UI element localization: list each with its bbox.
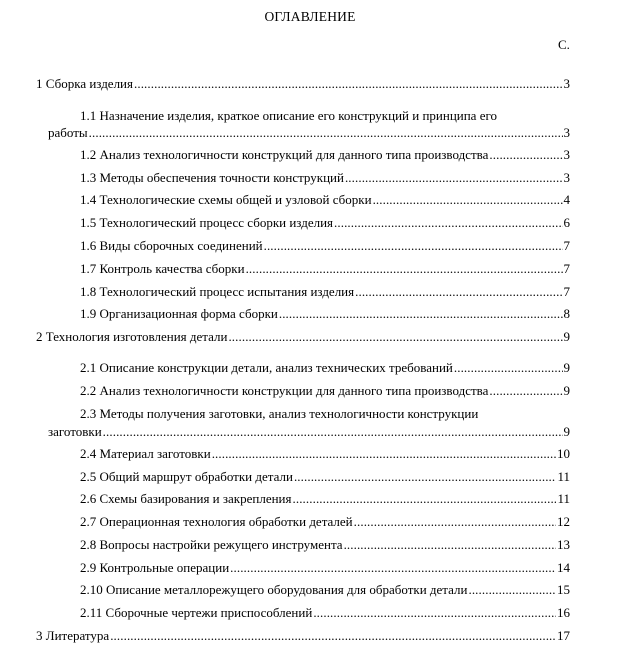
toc-entry-text: 2.5 Общий маршрут обработки детали [80,469,293,484]
dot-leader [103,424,563,440]
dot-leader [294,469,557,485]
toc-entry-text: 2.6 Схемы базирования и закрепления [80,491,292,506]
toc-page-number: 17 [557,628,570,643]
toc-page-number: 14 [557,560,570,575]
toc-page-number: 4 [563,192,570,207]
toc-page-number: 12 [557,514,570,529]
toc-page-number: 10 [557,446,570,461]
toc-page-number: 13 [557,537,570,552]
toc-entry-text: 2.3 Методы получения заготовки, анализ технологичности конструкции [80,406,479,421]
toc-page-number: 7 [563,261,570,276]
toc-entry[interactable] [80,514,570,530]
toc-entry-text: 2 Технология изготовления детали [36,329,228,344]
toc-entry[interactable] [80,147,570,163]
toc-page-number: 9 [563,424,570,439]
toc-page-number: 7 [563,284,570,299]
toc-page-number: 8 [563,306,570,321]
dot-leader [212,446,556,462]
dot-leader [230,560,556,576]
toc-entry-text: 1.6 Виды сборочных соединений [80,238,263,253]
toc-entry-text: 1.5 Технологический процесс сборки изделия [80,215,334,230]
toc-entry[interactable] [36,628,570,644]
toc-entry[interactable] [36,329,570,345]
dot-leader [334,215,562,231]
toc-entry-text: 1.8 Технологический процесс испытания изделия [80,284,355,299]
toc-entry-text: 1.9 Организационная форма сборки [80,306,278,321]
dot-leader [454,360,563,376]
page-title: ОГЛАВЛЕНИЕ [264,9,356,24]
toc-page-number: 3 [563,170,570,185]
dot-leader [489,147,562,163]
toc-entry-text: 2.8 Вопросы настройки режущего инструмента [80,537,343,552]
dot-leader [110,628,556,644]
toc-entry[interactable] [80,537,570,553]
dot-leader [468,582,556,598]
toc-entry-text: 1.2 Анализ технологичности конструкций для данного типа производства [80,147,489,162]
dot-leader [228,329,562,345]
toc-entry[interactable] [80,605,570,621]
dot-leader [293,491,557,507]
dot-leader [246,261,563,277]
toc-page-number: 3 [563,147,570,162]
toc-entry[interactable] [80,192,570,208]
dot-leader [489,383,562,399]
toc-entry-text: 2.1 Описание конструкции детали, анализ технических требований [80,360,453,375]
dot-leader [355,284,562,300]
toc-entry-text: 1.4 Технологические схемы общей и узловой сборки [80,192,372,207]
toc-entry-text: 3 Литература [36,628,110,643]
toc-entry-text: 1 Сборка изделия [36,76,133,91]
toc-entry-text: 2.11 Сборочные чертежи приспособлений [80,605,313,620]
toc-page-number: 11 [557,491,570,506]
dot-leader [345,170,563,186]
toc-entry-text: заготовки [48,424,102,439]
toc-page-number: 7 [563,238,570,253]
dot-leader [344,537,556,553]
toc-entry[interactable] [80,560,570,576]
toc-entry[interactable] [80,491,570,507]
toc-entry-text: 1.1 Назначение изделия, краткое описание его конструкций и принципа его [80,108,497,123]
toc-page-number: 3 [563,125,570,140]
dot-leader [313,605,556,621]
toc-page-number: 9 [563,329,570,344]
dot-leader [373,192,563,208]
toc-entry[interactable] [48,125,570,141]
toc-entry[interactable] [80,383,570,399]
toc-entry[interactable] [80,170,570,186]
toc-entry[interactable] [80,582,570,598]
toc-page-number: 9 [563,383,570,398]
toc-page-number: 9 [563,360,570,375]
toc-entry[interactable] [80,261,570,277]
toc-page-number: 6 [563,215,570,230]
toc-entry-text: 1.3 Методы обеспечения точности конструкций [80,170,344,185]
toc-entry-text: 2.9 Контрольные операции [80,560,230,575]
dot-leader [354,514,556,530]
toc-entry[interactable] [80,446,570,462]
toc-entry[interactable] [80,284,570,300]
toc-page-number: 15 [557,582,570,597]
toc-entry-text: 2.4 Материал заготовки [80,446,211,461]
toc-page-number: 11 [557,469,570,484]
toc-entry[interactable] [80,360,570,376]
page-column-label: С. [558,37,570,52]
dot-leader [134,76,563,92]
toc-entry-text: 2.7 Операционная технология обработки деталей [80,514,353,529]
toc-entry[interactable] [48,424,570,440]
dot-leader [279,306,563,322]
toc-entry-text: 2.2 Анализ технологичности конструкции для данного типа производства [80,383,489,398]
toc-entry[interactable] [80,469,570,485]
toc-page-number: 16 [557,605,570,620]
toc-entry[interactable] [80,306,570,322]
toc-page-number: 3 [563,76,570,91]
dot-leader [89,125,563,141]
toc-entry-text: 2.10 Описание металлорежущего оборудования для обработки детали [80,582,468,597]
toc-entry-text: работы [48,125,88,140]
toc-entry-text: 1.7 Контроль качества сборки [80,261,245,276]
toc-entry[interactable] [80,238,570,254]
dot-leader [264,238,563,254]
toc-entry[interactable] [80,215,570,231]
toc-entry[interactable] [36,76,570,92]
